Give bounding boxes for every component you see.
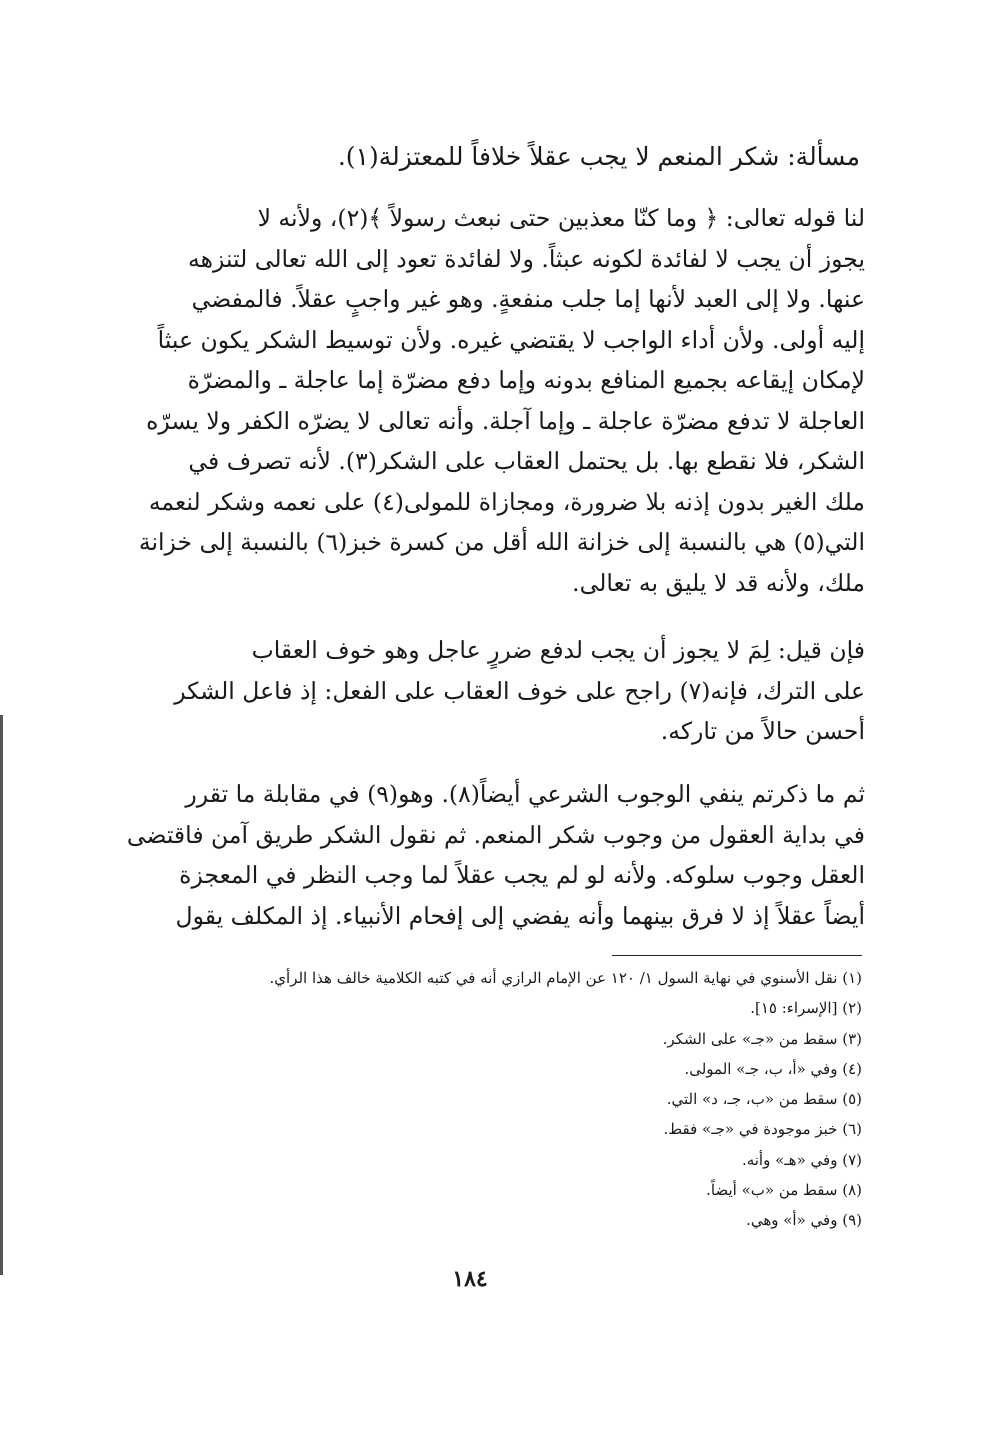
text-line: التي(٥) هي بالنسبة إلى خزانة الله أقل من كسرة خبز(٦) بالنسبة إلى خزانة — [138, 528, 865, 556]
text-line: الشكر، فلا نقطع بها. بل يحتمل العقاب على الشكر(٣). لأنه تصرف في — [188, 447, 865, 475]
footnote: (٦) خبز موجودة في «جـ» فقط. — [663, 1120, 862, 1139]
footnote: (٨) سقط من «ب» أيضاً. — [706, 1181, 862, 1200]
text-line: إليه أولى. ولأن أداء الواجب لا يقتضي غيره. ولأن توسيط الشكر يكون عبثاً — [157, 325, 865, 354]
page-number: ١٨٤ — [452, 1266, 488, 1292]
text-line: على الترك، فإنه(٧) راجح على خوف العقاب على الفعل: إذ فاعل الشكر — [174, 676, 865, 705]
footnote: (٤) وفي «أ، ب، جـ» المولى. — [684, 1059, 862, 1078]
footnotes — [130, 963, 862, 1236]
text-line: ملك، ولأنه قد لا يليق به تعالى. — [572, 568, 865, 597]
text-line: فإن قيل: لِمَ لا يجوز أن يجب لدفع ضررٍ عاجل وهو خوف العقاب — [251, 636, 865, 664]
text-line: يجوز أن يجب لا لفائدة لكونه عبثاً. ولا لفائدة تعود إلى الله تعالى لتنزهه — [188, 244, 865, 273]
text-line: العاجلة لا تدفع مضرّة عاجلة ـ وإما آجلة. وأنه تعالى لا يضرّه الكفر ولا يسرّه — [146, 406, 865, 435]
scan-edge-shadow — [0, 715, 3, 1275]
issue-heading: مسألة: شكر المنعم لا يجب عقلاً خلافاً للمعتزلة(١). — [337, 142, 860, 171]
paragraph-objection — [130, 630, 865, 752]
footnote: (٢) [الإسراء: ١٥]. — [750, 999, 862, 1018]
paragraph-main-argument — [130, 198, 865, 603]
paragraph-continuation — [126, 774, 865, 936]
footnote: (٣) سقط من «جـ» على الشكر. — [662, 1029, 862, 1048]
footnote: (٥) سقط من «ب، جـ، د» التي. — [666, 1090, 862, 1109]
text-line: ملك الغير بدون إذنه بلا ضرورة، ومجازاة للمولى(٤) على نعمه وشكر لنعمه — [148, 487, 865, 516]
footnote: (٧) وفي «هـ» وأنه. — [741, 1150, 862, 1169]
footnote: (٩) وفي «أ» وهي. — [746, 1211, 862, 1230]
text-line: في بداية العقول من وجوب شكر المنعم. ثم نقول الشكر طريق آمن فاقتضى — [126, 820, 865, 849]
footnote-separator — [612, 955, 862, 956]
text-line: ثم ما ذكرتم ينفي الوجوب الشرعي أيضاً(٨). وهو(٩) في مقابلة ما تقرر — [185, 780, 865, 808]
text-line: العقل وجوب سلوكه. ولأنه لو لم يجب عقلاً لما وجب النظر في المعجزة — [179, 861, 865, 889]
text-line: لإمكان إيقاعه بجميع المنافع بدونه وإما دفع مضرّة إما عاجلة ـ والمضرّة — [187, 366, 865, 394]
text-line: عنها. ولا إلى العبد لأنها إما جلب منفعةٍ. وهو غير واجبٍ عقلاً. فالمفضي — [191, 285, 865, 313]
text-line: لنا قوله تعالى: ﴿ وما كنّا معذبين حتى نبعث رسولاً ﴾(٢)، ولأنه لا — [257, 204, 865, 232]
footnote: (١) نقل الأسنوي في نهاية السول ١/ ١٢٠ عن الإمام الرازي أنه في كتبه الكلامية خالف هذا الرأي. — [269, 969, 862, 987]
text-line: أحسن حالاً من تاركه. — [660, 717, 865, 745]
text-line: أيضاً عقلاً إذ لا فرق بينهما وأنه يفضي إلى إفحام الأنبياء. إذ المكلف يقول — [175, 901, 865, 930]
